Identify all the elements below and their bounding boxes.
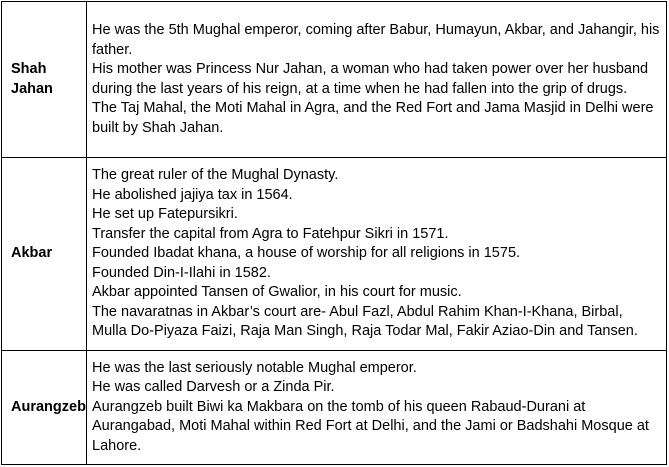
ruler-name-cell <box>2 351 87 465</box>
fact-line: He was the last seriously notable Mughal emperor. <box>92 359 417 376</box>
ruler-name-cell <box>2 158 87 351</box>
ruler-name-cell <box>2 2 87 158</box>
ruler-facts-cell <box>87 2 667 158</box>
table-row <box>2 158 667 351</box>
fact-line: Transfer the capital from Agra to Fatehpur Sikri in 1571. <box>92 225 449 242</box>
mughal-rulers-table <box>1 1 667 465</box>
table-row <box>2 2 667 158</box>
ruler-facts-cell <box>87 158 667 351</box>
table-row <box>2 351 667 465</box>
fact-line: The navaratnas in Akbar’s court are- Abul Fazl, Abdul Rahim Khan-I-Khana, Birbal, Mulla Do-Piyaza Faizi, Raja Man Singh, Raja Todar Mal, Fakir Aziao-Din and Tansen. <box>92 303 638 340</box>
fact-line: He was the 5th Mughal emperor, coming after Babur, Humayun, Akbar, and Jahangir, his father. <box>92 22 660 58</box>
ruler-name: Shah <box>11 61 47 77</box>
fact-line: Aurangzeb built Biwi ka Makbara on the tomb of his queen Rabaud-Durani at Aurangabad, Moti Mahal within Red Fort at Delhi, and the Jami or Badshahi Mosque at Lahore. <box>92 398 649 454</box>
fact-line: Founded Din-I-Ilahi in 1582. <box>92 264 271 281</box>
fact-line: He abolished jajiya tax in 1564. <box>92 186 293 203</box>
fact-line: The Taj Mahal, the Moti Mahal in Agra, and the Red Fort and Jama Masjid in Delhi were built by Shah Jahan. <box>92 100 654 136</box>
fact-line: He was called Darvesh or a Zinda Pir. <box>92 379 335 396</box>
ruler-name: Jahan <box>11 80 53 97</box>
ruler-name: Aurangzeb <box>11 398 86 415</box>
fact-line: He set up Fatepursikri. <box>92 206 238 223</box>
ruler-name: Akbar <box>11 245 53 262</box>
fact-line: The great ruler of the Mughal Dynasty. <box>92 167 339 184</box>
fact-line: His mother was Princess Nur Jahan, a woman who had taken power over her husband during the last years of his reign, at a time when he had fallen into the grip of drugs. <box>92 61 649 97</box>
fact-line: Founded Ibadat khana, a house of worship for all religions in 1575. <box>92 245 521 262</box>
ruler-facts-cell <box>87 351 667 465</box>
fact-line: Akbar appointed Tansen of Gwalior, in his court for music. <box>92 284 462 301</box>
